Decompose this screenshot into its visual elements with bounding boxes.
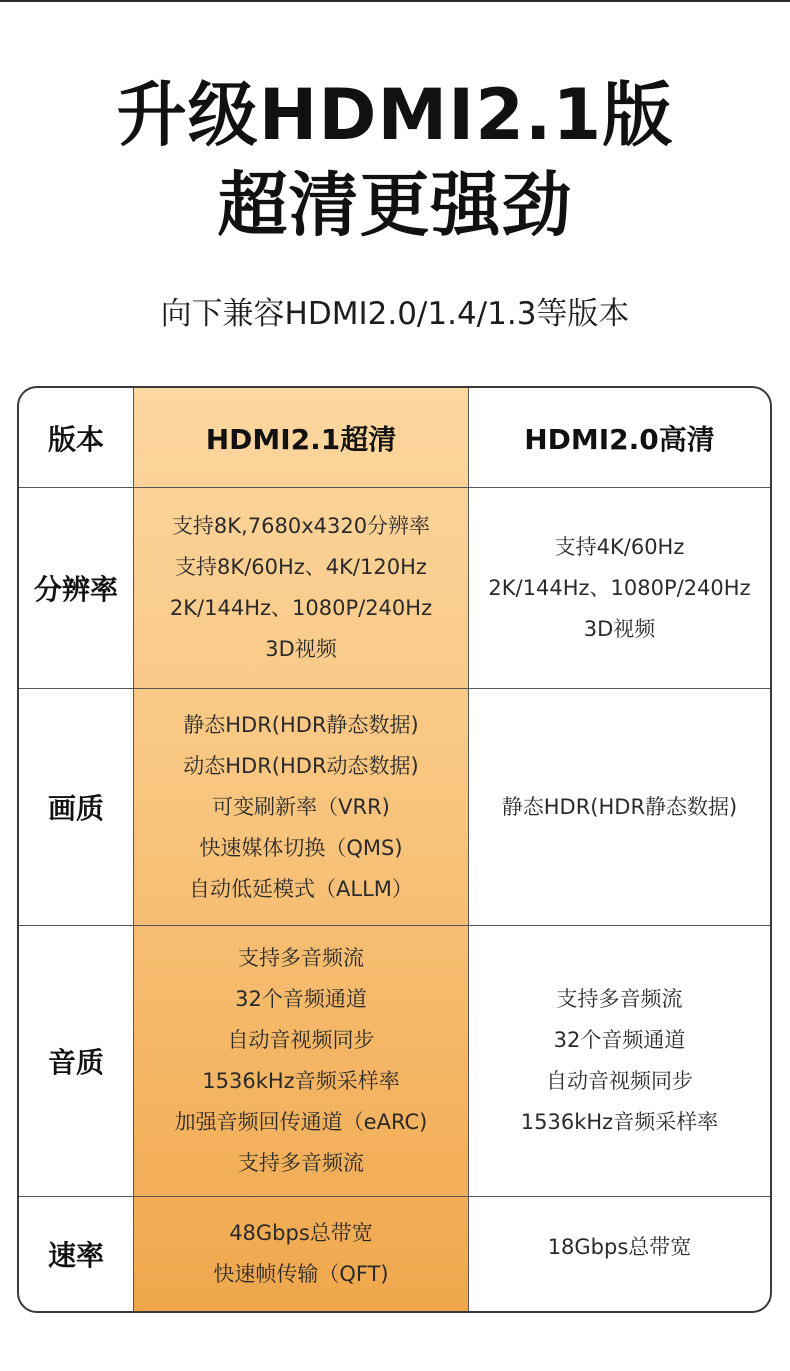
spec-line: 支持多音频流 [238,1151,364,1175]
audio-hdmi21-cell [134,926,468,1196]
row-label-cell [19,488,133,688]
spec-line: 3D视频 [265,637,337,661]
header-hdmi21: HDMI2.1超清 [205,422,397,456]
picture-hdmi20-cell [469,689,770,925]
spec-line: 支持多音频流 [238,946,364,970]
spec-line: 支持8K,7680x4320分辨率 [171,514,431,538]
spec-line: 加强音频回传通道（eARC) [174,1110,428,1134]
spec-line: 快速媒体切换（QMS) [199,835,403,860]
spec-line: 32个音频通道 [553,1028,686,1052]
spec-line: 1536kHz音频采样率 [202,1069,400,1093]
subtitle: 向下兼容HDMI2.0/1.4/1.3等版本 [160,296,630,332]
spec-line: 快速帧传输（QFT) [213,1262,389,1286]
speed-hdmi20-cell [469,1197,770,1297]
spec-line: 2K/144Hz、1080P/240Hz [169,596,433,620]
page-title-line-2: 超清更强劲 [217,164,573,246]
comparison-table [17,386,772,1313]
page-title-line-1: 升级HDMI2.1版 [116,74,674,156]
header-label-cell [19,388,133,487]
row-label-audio-quality: 音质 [47,1046,104,1079]
audio-hdmi20-cell [469,926,770,1196]
picture-hdmi21-cell [134,689,468,925]
row-label-cell [19,689,133,925]
spec-line: 支持多音频流 [556,987,683,1011]
spec-line: 可变刷新率（VRR) [212,794,390,819]
spec-line: 静态HDR(HDR静态数据) [183,712,419,737]
spec-line: 2K/144Hz、1080P/240Hz [488,575,751,600]
header-hdmi20-cell [469,388,770,487]
row-label-resolution: 分辨率 [33,573,118,606]
row-label-cell [19,1197,133,1311]
spec-line: 3D视频 [583,616,656,641]
row-label-picture-quality: 画质 [47,792,104,825]
spec-line: 支持4K/60Hz [554,534,685,559]
spec-line: 自动音视频同步 [546,1069,693,1093]
row-label-speed: 速率 [47,1239,104,1272]
header-hdmi21-cell [134,388,468,487]
speed-hdmi21-cell [134,1197,468,1311]
spec-line: 动态HDR(HDR动态数据) [183,753,419,778]
top-divider [0,0,790,2]
spec-line: 自动音视频同步 [227,1028,375,1052]
resolution-hdmi21-cell [134,488,468,688]
spec-line: 静态HDR(HDR静态数据) [501,794,738,819]
header-hdmi20: HDMI2.0高清 [524,422,715,456]
header-label: 版本 [47,422,104,456]
spec-line: 支持8K/60Hz、4K/120Hz [175,555,427,579]
spec-line: 1536kHz音频采样率 [520,1110,719,1134]
spec-line: 自动低延模式（ALLM） [189,876,413,901]
row-label-cell [19,926,133,1196]
resolution-hdmi20-cell [469,488,770,688]
spec-line: 32个音频通道 [235,987,367,1011]
spec-line: 48Gbps总带宽 [229,1221,373,1245]
spec-line: 18Gbps总带宽 [547,1234,692,1259]
